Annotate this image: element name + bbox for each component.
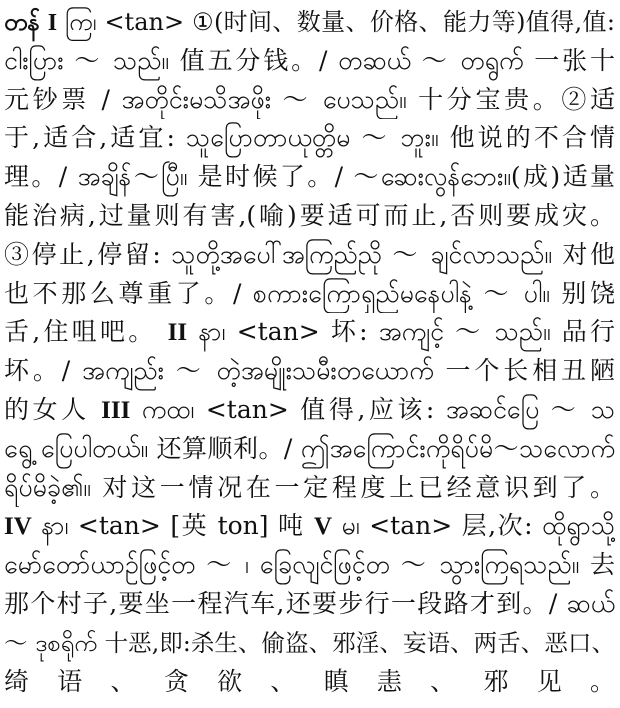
entry-line bbox=[4, 585, 615, 624]
homograph-number: II bbox=[167, 319, 188, 347]
entry-line bbox=[4, 507, 615, 546]
entry-text: ကထ၊ <tan> 值得,应该: အဆင်ပြေ ～ သ bbox=[130, 394, 615, 424]
entry-text: ～ ဒုစရိုက် 十恶,即:杀生、偷盗、邪淫、妄语、两舌、恶口、 bbox=[4, 628, 615, 657]
entry-text: 舌,住咀吧。 bbox=[4, 317, 168, 347]
entry-line bbox=[4, 313, 615, 352]
dictionary-entry bbox=[4, 3, 615, 701]
entry-text: 绮语、贪欲、瞋恚、邪见。 bbox=[4, 666, 615, 696]
homograph-number: IV bbox=[4, 513, 32, 541]
homograph-number: III bbox=[101, 396, 131, 424]
entry-text: 于,适合,适宜: သူပြောတာယုတ္တိမ ～ ဘူး။ 他说的不合情 bbox=[4, 123, 615, 153]
entry-text: ရွေ့ ပြေပါတယ်။ 还算顺利。/ ဤအကြောင်းကိုရိပ်မိ～သလောက် bbox=[4, 433, 615, 463]
entry-line bbox=[4, 352, 615, 391]
homograph-number: V bbox=[313, 513, 333, 541]
entry-line bbox=[4, 236, 615, 275]
entry-line bbox=[4, 158, 615, 197]
entry-line bbox=[4, 469, 615, 508]
entry-text: ③停止,停留: သူတို့အပေါ်အကြည်ညို ～ ချင်လာသည်။ 对他 bbox=[4, 239, 615, 269]
entry-text bbox=[40, 8, 48, 36]
entry-text: မော်တော်ယာဉ်ဖြင့်တ ～ ၊ ခြေလျင်ဖြင့်တ ～ သွားကြရသည်။ 去 bbox=[4, 550, 615, 580]
entry-text: ငါးပြား ～ သည်။ 值五分钱。/ တဆယ် ～ တရွက် 一张十 bbox=[4, 45, 615, 75]
homograph-number: I bbox=[47, 10, 58, 36]
entry-line bbox=[4, 42, 615, 81]
entry-line bbox=[4, 391, 615, 430]
entry-line bbox=[4, 119, 615, 158]
entry-text: 能治病,过量则有害,(喻)要适可而止,否则要成灾。 bbox=[4, 200, 615, 230]
entry-text: 的女人 bbox=[4, 394, 102, 424]
entry-text: 理。/ အချိန်～ပြီ။ 是时候了。/ ～ဆေးလွန်ဘေး။(成)适量 bbox=[4, 162, 615, 192]
entry-text: မ၊ <tan> 层,次: ထိုရွာသို့ bbox=[332, 511, 615, 541]
entry-line bbox=[4, 3, 615, 42]
entry-text: ကြ၊ <tan> ①(时间、数量、价格、能力等)值得,值: bbox=[57, 8, 615, 36]
entry-line bbox=[4, 430, 615, 469]
entry-text: 那个村子,要坐一程汽车,还要步行一段路才到。/ ဆယ် bbox=[4, 588, 615, 618]
entry-line bbox=[4, 663, 615, 702]
entry-text: ရိပ်မိခဲ့၏။ 对这一情况在一定程度上已经意识到了。 bbox=[4, 472, 615, 502]
entry-text: နာ၊ <tan> [英 ton] 吨 bbox=[31, 511, 314, 541]
entry-line bbox=[4, 197, 615, 236]
entry-line bbox=[4, 81, 615, 120]
entry-text: 也不那么尊重了。/ စကားကြောရှည်မနေပါနဲ့ ～ ပါ။ 别饶 bbox=[4, 278, 615, 308]
entry-text: 元钞票 / အတိုင်းမသိအဖိုး ～ ပေသည်။ 十分宝贵。②适 bbox=[4, 84, 615, 114]
headword: တန် bbox=[4, 10, 40, 36]
entry-text: 坏。/ အကျည်း ～ တဲ့အမျိုးသမီးတယောက် 一个长相丑陋 bbox=[4, 356, 615, 386]
entry-line bbox=[4, 624, 615, 663]
entry-text: နာ၊ <tan> 坏: အကျင့် ～ သည်။ 品行 bbox=[187, 317, 615, 347]
entry-line bbox=[4, 275, 615, 314]
entry-line bbox=[4, 546, 615, 585]
